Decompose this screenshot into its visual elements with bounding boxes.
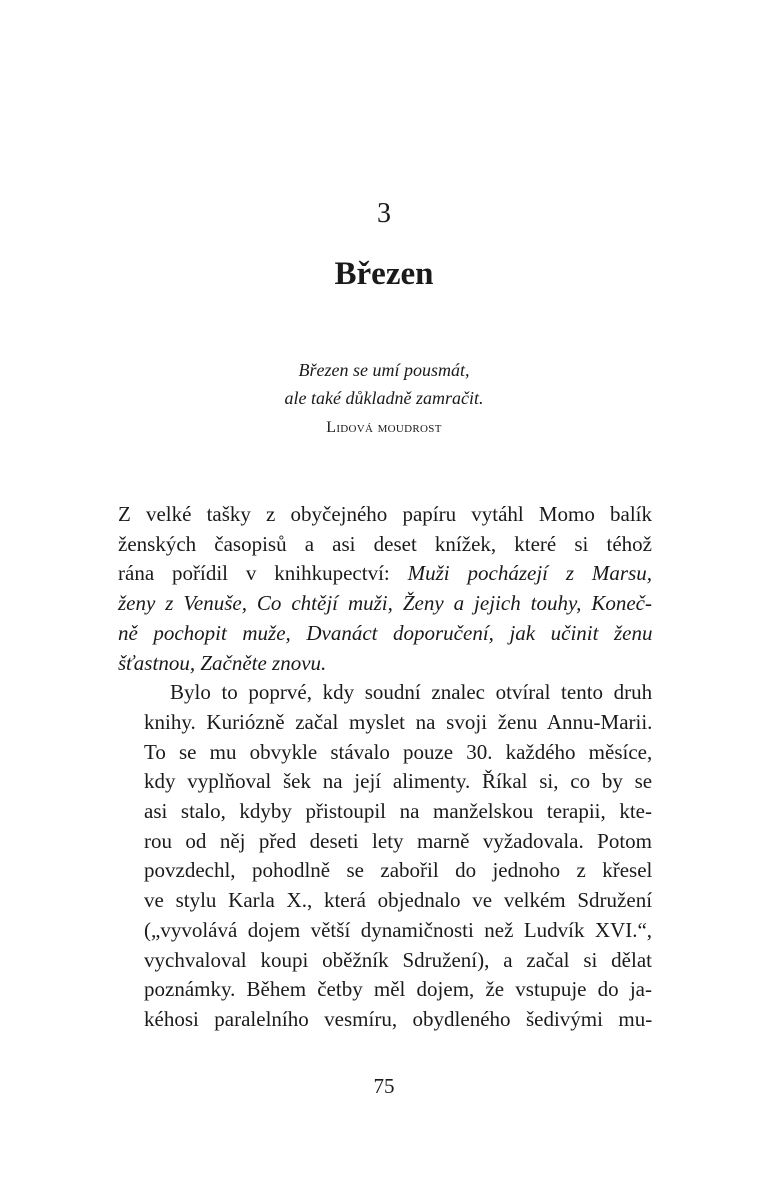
text-line: vychvaloval koupi oběžník Sdružení), a začal si dělat (144, 947, 652, 972)
text-line: kdy vyplňoval šek na její alimenty. Říkal si, co by se (144, 769, 653, 794)
text-line (118, 619, 652, 649)
text-line (118, 589, 652, 619)
book-title-italic: šťastnou, Začněte znovu. (118, 650, 327, 675)
text-line: („vyvolává dojem větší dynamičnosti než Ludvík XVI.“, (144, 917, 653, 942)
text-line (118, 559, 652, 589)
text-line: poznámky. Během četby měl dojem, že vstupuje do ja- (144, 977, 652, 1002)
book-title-italic: ženy z Venuše, Co chtějí muži, Ženy a jejich touhy, Koneč- (118, 591, 652, 616)
epigraph-line: ale také důkladně zamračit. (284, 388, 484, 408)
chapter-title: Březen (334, 256, 434, 292)
epigraph (0, 356, 768, 442)
epigraph-line: Březen se umí pousmát, (298, 360, 470, 380)
text-line: To se mu obvykle stávalo pouze 30. každého měsíce, (144, 739, 653, 764)
text-line: Z velké tašky z obyčejného papíru vytáhl Momo balík (118, 502, 652, 526)
paragraph (118, 678, 652, 1034)
body-text (118, 500, 652, 1035)
text-line (118, 649, 652, 679)
text-line: knihy. Kuriózně začal myslet na svoji ženu Annu-Marii. (144, 709, 653, 734)
book-title-italic: ně pochopit muže, Dvanáct doporučení, jak učinit ženu (118, 620, 653, 645)
epigraph-source: Lidová moudrost (326, 419, 442, 436)
paragraph (118, 500, 652, 678)
text-line: povzdechl, pohodlně se zabořil do jednoho z křesel (144, 858, 653, 883)
text-line: kéhosi paralelního vesmíru, obydleného šedivými mu- (144, 1006, 653, 1031)
text-line: rou od něj před deseti lety marně vyžadovala. Potom (144, 828, 652, 853)
text-line-roman: rána pořídil v knihkupectví: (118, 561, 408, 586)
text-line: ženských časopisů a asi deset knížek, které si téhož (118, 531, 652, 556)
text-line: ve stylu Karla X., která objednalo ve velkém Sdružení (144, 888, 653, 913)
book-title-italic: Muži pocházejí z Marsu, (407, 561, 652, 586)
page-number: 75 (373, 1074, 395, 1098)
text-line: Bylo to poprvé, kdy soudní znalec otvíral tento druh (170, 680, 653, 705)
chapter-number: 3 (377, 198, 391, 229)
text-line: asi stalo, kdyby přistoupil na manželskou terapii, kte- (144, 799, 652, 824)
